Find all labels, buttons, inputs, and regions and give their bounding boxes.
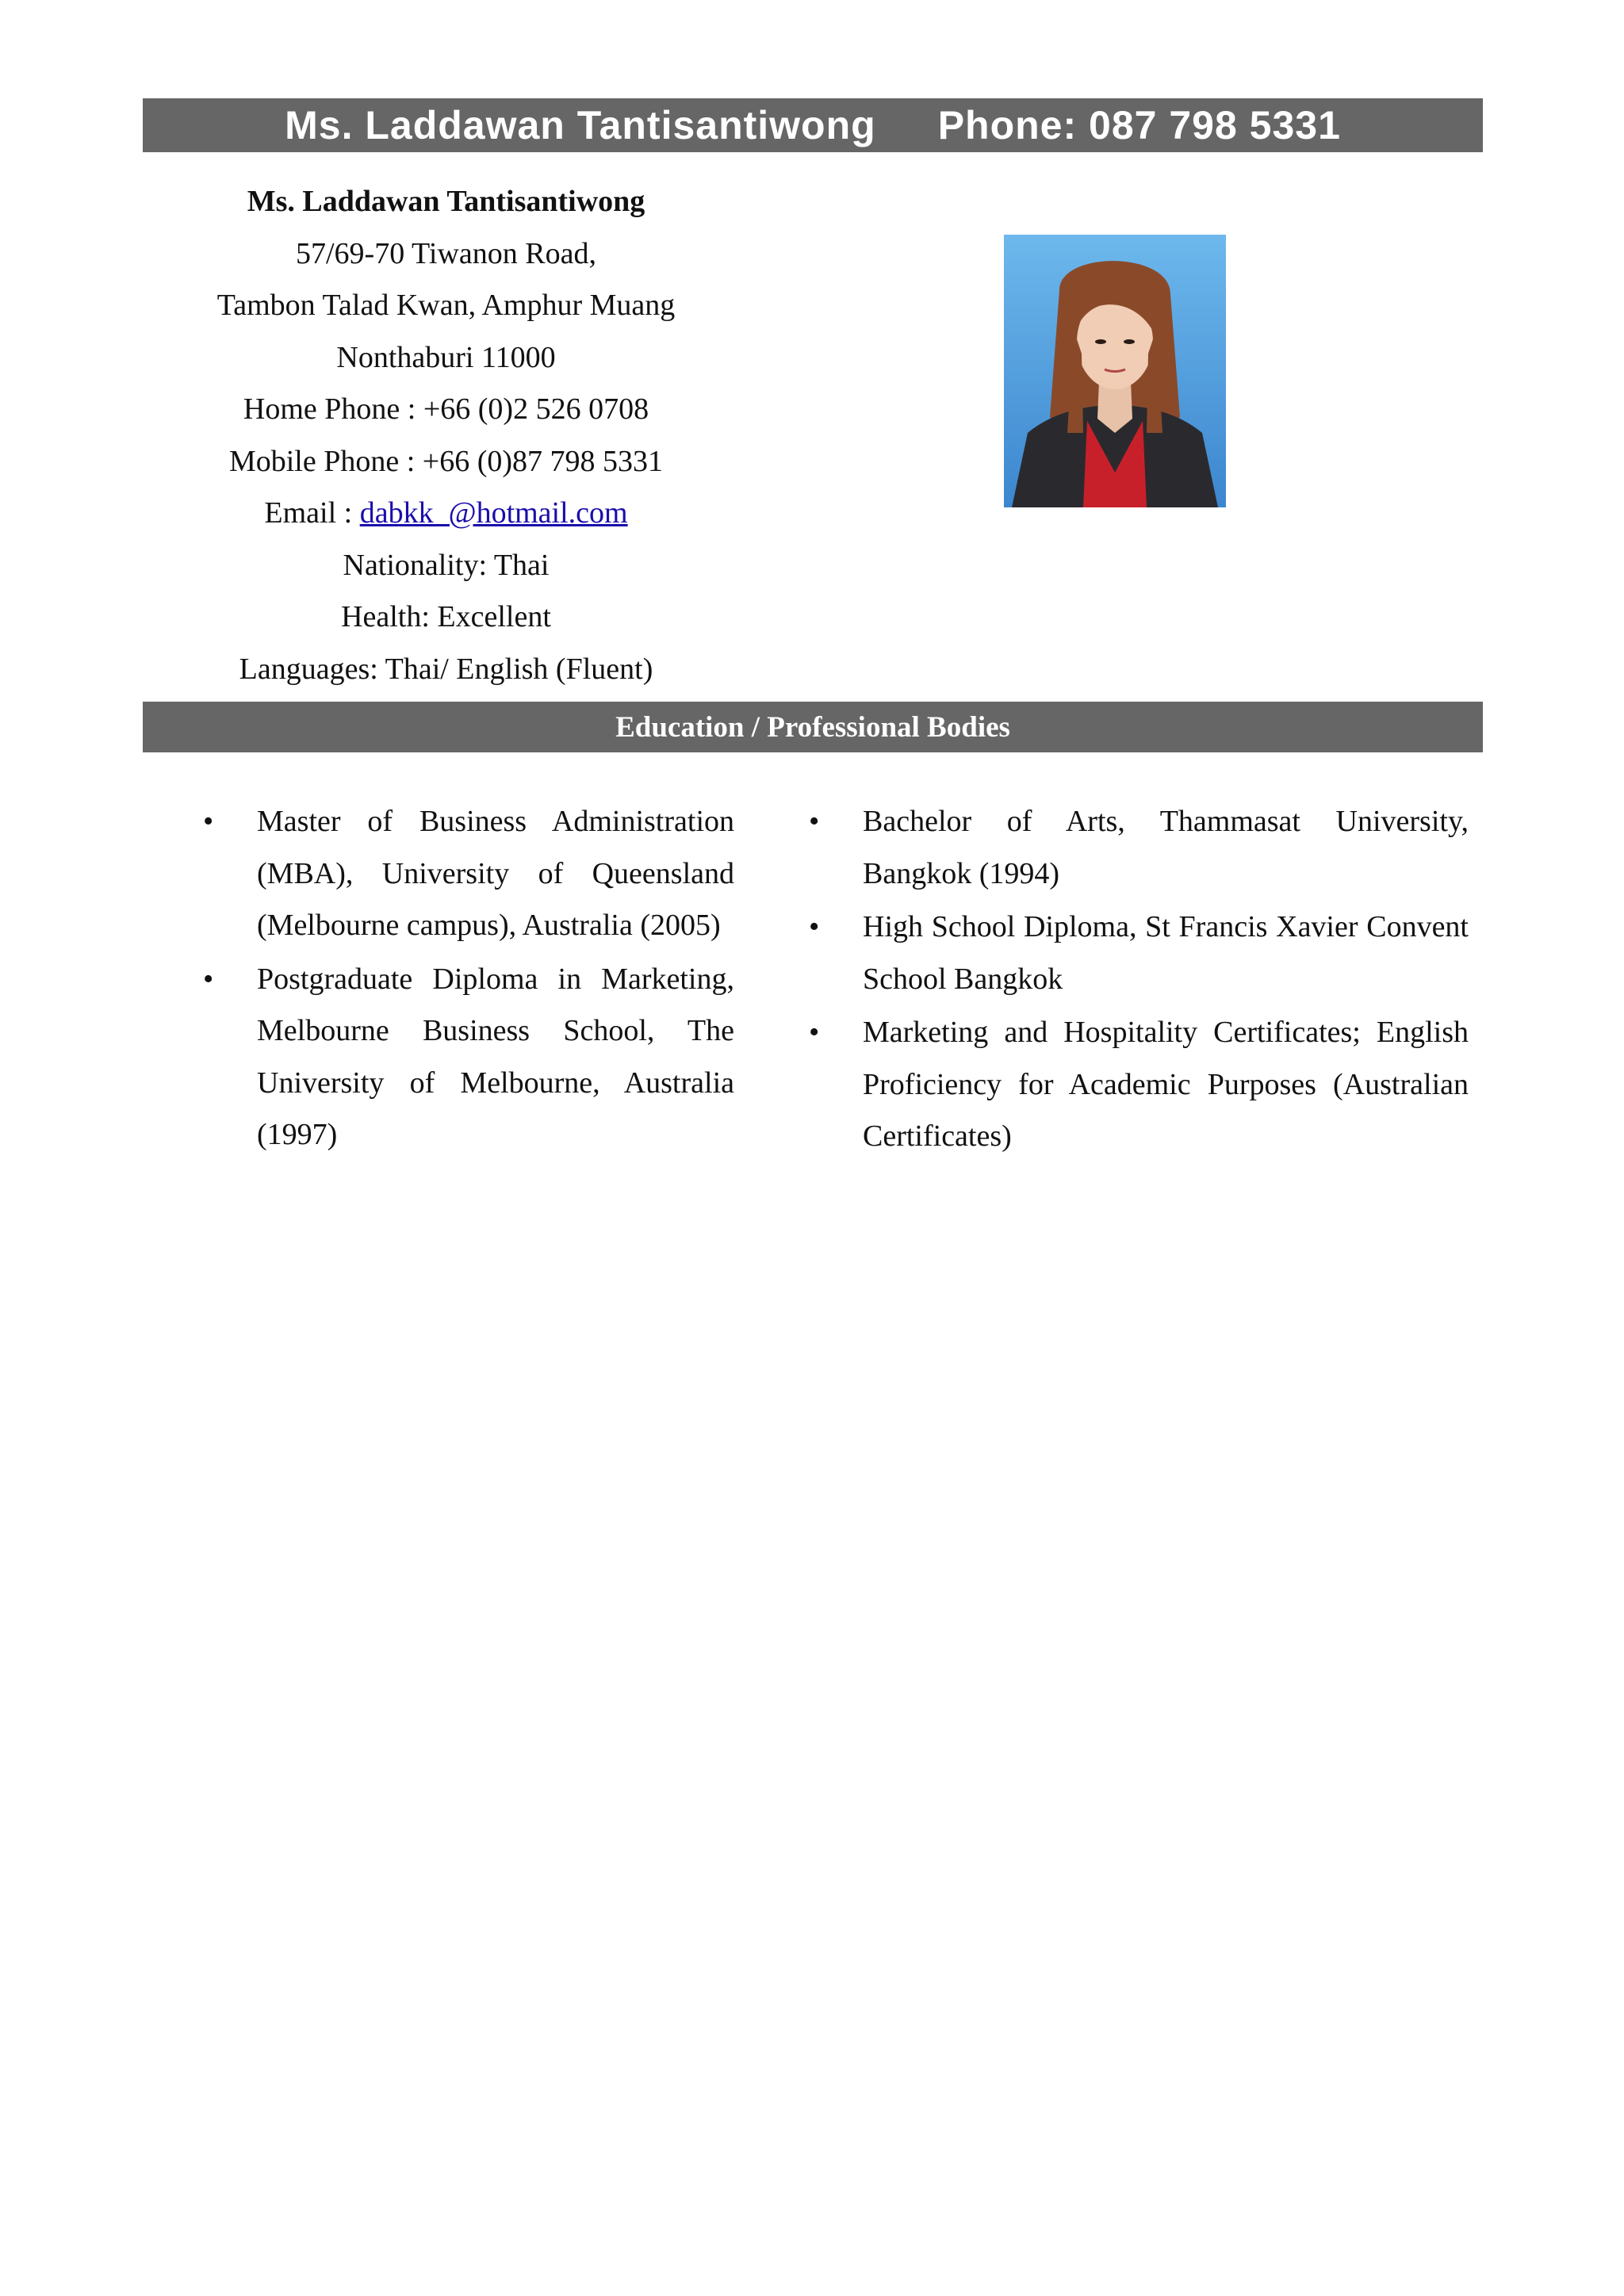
email-link[interactable]: dabkk_@hotmail.com	[359, 496, 628, 530]
education-item-text: Postgraduate Diploma in Marketing, Melbourne Business School, The University of Melbourne, Australia (1997)	[257, 962, 734, 1151]
contact-name: Ms. Laddawan Tantisantiwong	[247, 185, 645, 218]
bullet-icon: •	[809, 1016, 820, 1049]
health: Health: Excellent	[341, 600, 551, 633]
list-item	[203, 954, 734, 1161]
education-list-right	[809, 796, 1469, 1165]
mobile-phone: Mobile Phone : +66 (0)87 798 5331	[228, 444, 664, 478]
email-row	[143, 488, 749, 540]
education-heading-text: Education / Professional Bodies	[615, 710, 1010, 744]
header-bar	[143, 98, 1483, 152]
header-phone: Phone: 087 798 5331	[937, 103, 1341, 147]
bullet-icon: •	[203, 805, 214, 838]
address-line-3: Nonthaburi 11000	[336, 340, 556, 374]
header-name: Ms. Laddawan Tantisantiwong	[285, 103, 876, 147]
bullet-icon: •	[203, 962, 214, 996]
list-item	[809, 796, 1469, 900]
contact-block	[143, 176, 749, 695]
address-line-2: Tambon Talad Kwan, Amphur Muang	[216, 289, 676, 322]
education-item-text: Master of Business Administration (MBA), University of Queensland (Melbourne campus), Australia (2005)	[257, 805, 734, 942]
education-heading	[143, 702, 1483, 752]
list-item	[809, 901, 1469, 1005]
list-item	[809, 1007, 1469, 1163]
nationality: Nationality: Thai	[343, 548, 550, 582]
address-line-1: 57/69-70 Tiwanon Road,	[296, 236, 596, 270]
bullet-icon: •	[809, 805, 820, 838]
portrait-photo-icon	[1004, 235, 1226, 507]
bullet-icon: •	[809, 910, 820, 943]
list-item	[203, 796, 734, 952]
education-list-left	[203, 796, 734, 1163]
education-item-text: High School Diploma, St Francis Xavier Convent School Bangkok	[863, 910, 1469, 996]
home-phone: Home Phone : +66 (0)2 526 0708	[243, 392, 649, 426]
education-item-text: Marketing and Hospitality Certificates; English Proficiency for Academic Purposes (Australian Certificates)	[863, 1016, 1469, 1153]
portrait-photo	[1004, 235, 1226, 507]
email-label: Email :	[264, 496, 360, 530]
education-item-text: Bachelor of Arts, Thammasat University, Bangkok (1994)	[863, 805, 1469, 890]
languages: Languages: Thai/ English (Fluent)	[239, 652, 653, 686]
